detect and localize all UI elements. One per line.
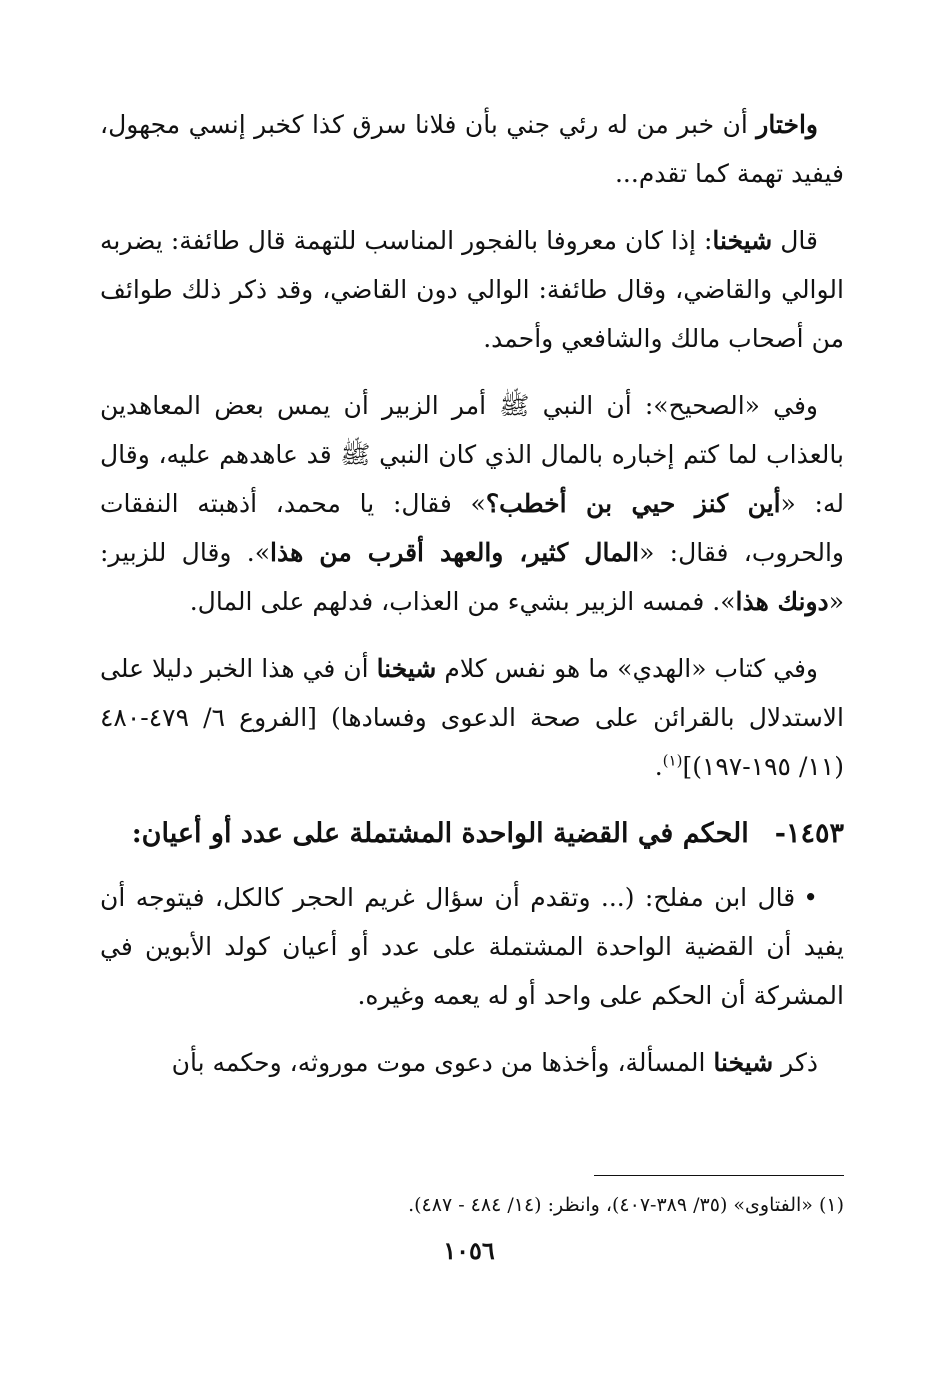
- paragraph-text: ». فمسه الزبير بشيء من العذاب، فدلهم على المال.: [189, 587, 736, 616]
- paragraph-text: أن في هذا الخبر دليلا على الاستدلال بالقرائن على صحة الدعوى وفسادها) [الفروع ٦/ ٤٧٩-٤٨٠ (١١/ ١٩٥-١٩٧)]: [100, 654, 845, 781]
- bold-quote: المال كثير، والعهد أقرب من هذا: [270, 538, 640, 567]
- paragraph-text: أن خبر من له رئي جني بأن فلانا سرق كذا كخبر إنسي مجهول، فيفيد تهمة كما تقدم...: [100, 110, 844, 188]
- footnote-divider: [594, 1175, 844, 1176]
- paragraph-text: المسألة، وأخذها من دعوى موت موروثه، وحكمه بأن: [171, 1048, 714, 1077]
- bold-term: واختار: [756, 110, 818, 139]
- section-heading: [100, 809, 844, 859]
- page-number: ١٠٥٦: [443, 1236, 495, 1265]
- paragraph-text: وفي «الصحيح»: أن النبي ﷺ أمر الزبير أن يمس بعض المعاهدين بالعذاب لما كتم إخباره بالمال الذي كان النبي ﷺ قد عاهدهم عليه، وقال له: «: [100, 391, 845, 518]
- section-number: ١٤٥٣-: [774, 818, 844, 849]
- paragraph-text: ». وقال للزبير: «: [100, 538, 844, 616]
- bold-term: شيخنا: [376, 654, 437, 683]
- bullet-icon: •: [803, 883, 818, 912]
- paragraph-text: قال ابن مفلح: (... وتقدم أن سؤال غريم الحجر كالكل، فيتوجه أن يفيد أن القضية الواحدة المشتملة على عدد أو أعيان كولد الأبوين في المشركة أن الحكم على واحد أو له يعمه وغيره.: [100, 883, 844, 1010]
- paragraph-4: [100, 644, 844, 791]
- bold-term: شيخنا: [713, 1048, 774, 1077]
- paragraph-1: [100, 100, 844, 198]
- paragraph-text: : إذا كان معروفا بالفجور المناسب للتهمة قال طائفة: يضربه الوالي والقاضي، وقال طائفة: الوالي دون القاضي، وقد ذكر ذلك طوائف من أصحاب مالك والشافعي وأحمد.: [100, 226, 844, 353]
- paragraph-5: [100, 873, 844, 1020]
- footnote-reference: (١): [662, 751, 683, 770]
- footnote: (١) «الفتاوى» (٣٥/ ٣٨٩-٤٠٧)، وانظر: (١٤/ ٤٨٤ - ٤٨٧).: [408, 1194, 844, 1216]
- paragraph-text: قال: [772, 226, 818, 255]
- bold-term: شيخنا: [712, 226, 773, 255]
- paragraph-end: .: [654, 752, 663, 781]
- paragraph-3: [100, 381, 844, 626]
- bold-quote: دونك هذا: [735, 587, 829, 616]
- section-title: الحكم في القضية الواحدة المشتملة على عدد أو أعيان:: [131, 818, 749, 849]
- paragraph-text: ذكر: [773, 1048, 818, 1077]
- paragraph-2: [100, 216, 844, 363]
- bold-quote: أين كنز حيي بن أخطب؟: [485, 489, 781, 518]
- paragraph-text: » فقال: يا محمد، أذهبته النفقات والحروب، فقال: «: [100, 489, 844, 567]
- paragraph-text: وفي كتاب «الهدي» ما هو نفس كلام: [436, 654, 818, 683]
- paragraph-6: [100, 1038, 844, 1087]
